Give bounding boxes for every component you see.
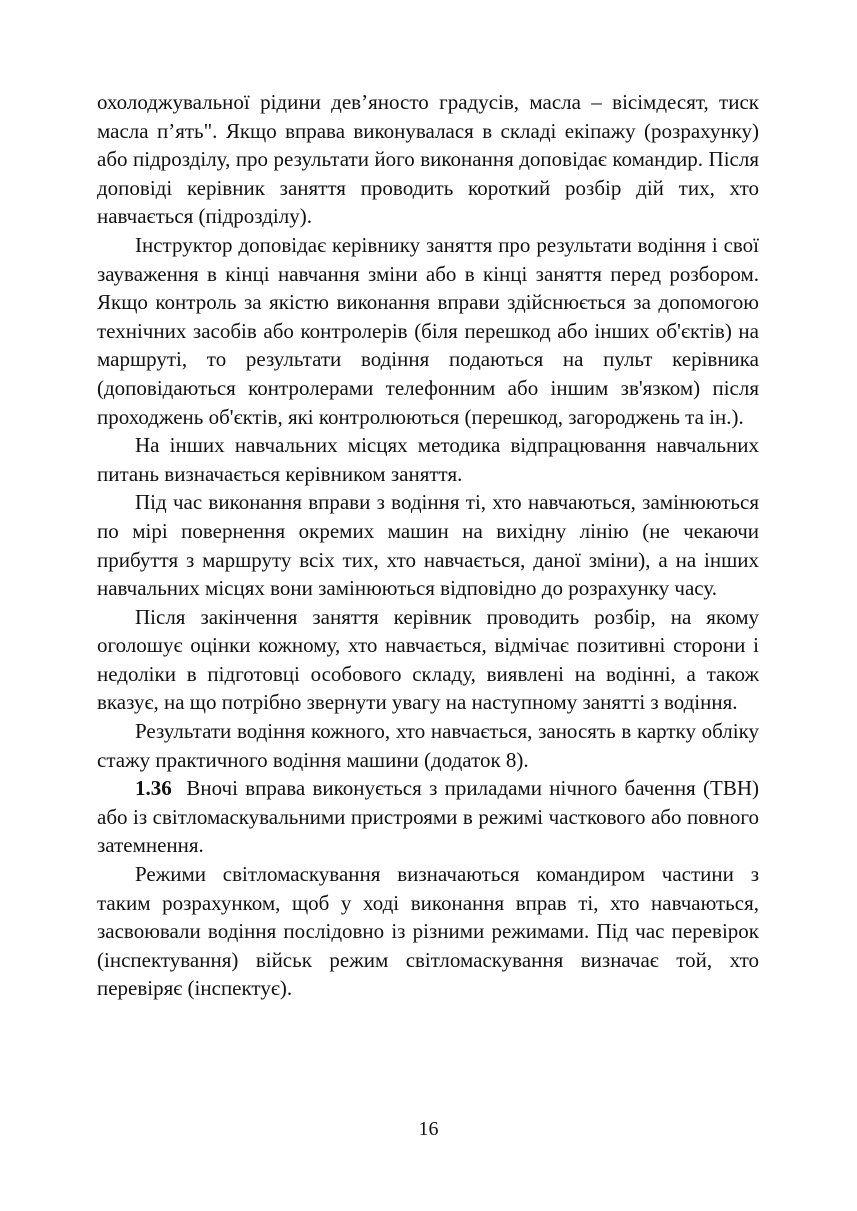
paragraph-driving-record: Результати водіння кожного, хто навчається, заносять в картку обліку стажу практичного водіння машини (додаток 8).: [97, 719, 759, 772]
paragraph-trainee-replacement: Під час виконання вправи з водіння ті, хто навчаються, замінюються по мірі повернення окремих машин на вихідну лінію (не чекаючи прибуття з маршруту всіх тих, хто навчається, даної зміни), а на інших навчальних місцях вони замінюються відповідно до розрахунку часу.: [97, 490, 759, 601]
paragraph-blackout-modes: Режими світломаскування визначаються командиром частини з таким розрахунком, щоб у ході виконання вправ ті, хто навчаються, засвоювали водіння послідовно із різними режимами. Під час перевірок (інспектування) військ режим світломаскування визначає той, хто перевіряє (інспектує).: [97, 862, 759, 1001]
paragraph-other-training-places: На інших навчальних місцях методика відпрацювання навчальних питань визначається керівником заняття.: [97, 433, 759, 486]
section-1-36: [97, 774, 759, 860]
paragraph-instructor-report: Інструктор доповідає керівнику заняття про результати водіння і свої зауваження в кінці навчання зміни або в кінці заняття перед розбором. Якщо контроль за якістю виконання вправи здійснюється за допомогою технічних засобів або контролерів (біля перешкод або інших об'єктів) на маршруті, то результати водіння подаються на пульт керівника (доповідаються контролерами телефонним або іншим зв'язком) після проходжень об'єктів, які контролюються (перешкод, загороджень та ін.).: [97, 232, 759, 429]
section-number: 1.36: [135, 776, 172, 801]
paragraph-continuation: охолоджувальної рідини дев’яносто градусів, масла – вісімдесят, тиск масла п’ять". Якщо вправа виконувалася в складі екіпажу (розрахунку) або підрозділу, про результати його виконання доповідає командир. Після доповіді керівник заняття проводить короткий розбір дій тих, хто навчається (підрозділу).: [97, 90, 759, 229]
page-number: 16: [418, 1118, 439, 1140]
document-page: [97, 88, 759, 1003]
paragraph-debriefing: Після закінчення заняття керівник проводить розбір, на якому оголошує оцінки кожному, хто навчається, відмічає позитивні сторони і недоліки в підготовці особового складу, виявлені на водінні, а також вказує, на що потрібно звернути увагу на наступному занятті з водіння.: [97, 604, 759, 715]
section-text: Вночі вправа виконується з приладами нічного бачення (ТВН) або із світломаскувальними пристроями в режимі часткового або повного затемнення.: [97, 776, 760, 858]
